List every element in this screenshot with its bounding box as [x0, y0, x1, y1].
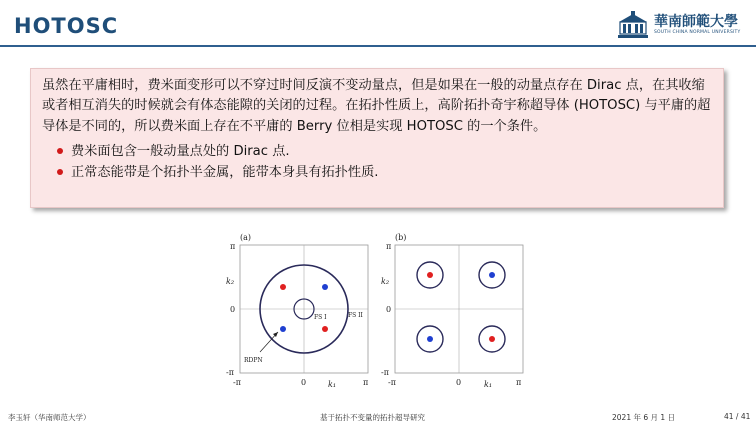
blue-dirac-point	[280, 326, 286, 332]
fs1-label: FS I	[314, 314, 327, 321]
panel-b-xtick-neg-pi: -π	[388, 378, 396, 387]
panel-a-ytick-zero: 0	[230, 305, 236, 314]
panel-a-xtick-neg-pi: -π	[233, 378, 241, 387]
fs2-label: FS II	[348, 312, 363, 319]
footer-page-number: 41 / 41	[724, 412, 751, 421]
panel-a-ylabel: k₂	[226, 277, 235, 286]
panel-b-ytick-zero: 0	[386, 305, 392, 314]
red-dirac-point	[489, 336, 495, 342]
panel-a	[226, 233, 368, 389]
footer-date: 2021 年 6 月 1 日	[612, 413, 676, 422]
panel-a-xlabel: k₁	[328, 380, 337, 389]
panel-b-ytick-pi: π	[386, 242, 392, 251]
panel-a-xtick-zero: 0	[301, 378, 307, 387]
bullet-dot-icon	[57, 169, 63, 175]
panel-a-ytick-pi: π	[230, 242, 236, 251]
footer-talk-title: 基于拓扑不变量的拓扑超导研究	[320, 413, 425, 422]
panel-a-ytick-neg-pi: -π	[226, 368, 234, 377]
blue-dirac-point	[322, 284, 328, 290]
block-paragraph: 虽然在平庸相时，费米面变形可以不穿过时间反演不变动量点，但是如果在一般的动量点存在 Dirac 点，在其收缩或者相互消失的时候就会有体态能隙的关闭的过程。在拓扑性质上，高阶拓扑奇宇称超导体 (HOTOSC) 与平庸的超导体是不同的，所以费米面上存在不平庸的 Berry 位相是实现 HOTOSC 的一个条件。	[42, 78, 711, 134]
red-dirac-point	[322, 326, 328, 332]
bullet-text: 正常态能带是个拓扑半金属，能带本身具有拓扑性质.	[71, 165, 379, 181]
panel-b-label: (b)	[395, 233, 407, 242]
rdpn-label: RDPN	[244, 357, 263, 364]
blue-dirac-point	[489, 272, 495, 278]
blue-dirac-point	[427, 336, 433, 342]
red-dirac-point	[280, 284, 286, 290]
panel-b-xlabel: k₁	[484, 380, 493, 389]
university-name: 華南師範大學	[654, 14, 738, 30]
bullet-list	[42, 141, 713, 183]
slide-footer	[0, 409, 756, 425]
panel-b-ytick-neg-pi: -π	[381, 368, 389, 377]
panel-b-ylabel: k₂	[381, 277, 390, 286]
bullet-item	[42, 141, 713, 162]
panel-a-xtick-pi: π	[363, 378, 369, 387]
panel-b-xtick-zero: 0	[456, 378, 462, 387]
fermi-surface-figure	[220, 230, 530, 390]
slide-title: HOTOSC	[14, 14, 119, 38]
footer-author: 李玉轩（华南师范大学）	[8, 413, 91, 422]
panel-b-xtick-pi: π	[516, 378, 522, 387]
title-divider	[0, 45, 756, 47]
university-subtitle: SOUTH CHINA NORMAL UNIVERSITY	[654, 30, 741, 35]
panel-b	[381, 233, 523, 389]
bullet-item	[42, 162, 713, 183]
red-dirac-point	[427, 272, 433, 278]
panel-a-label: (a)	[240, 233, 252, 242]
university-logo	[616, 8, 752, 42]
bullet-dot-icon	[57, 148, 63, 154]
university-building-icon	[616, 10, 650, 40]
bullet-text: 费米面包含一般动量点处的 Dirac 点.	[71, 144, 290, 160]
content-block	[30, 68, 724, 208]
